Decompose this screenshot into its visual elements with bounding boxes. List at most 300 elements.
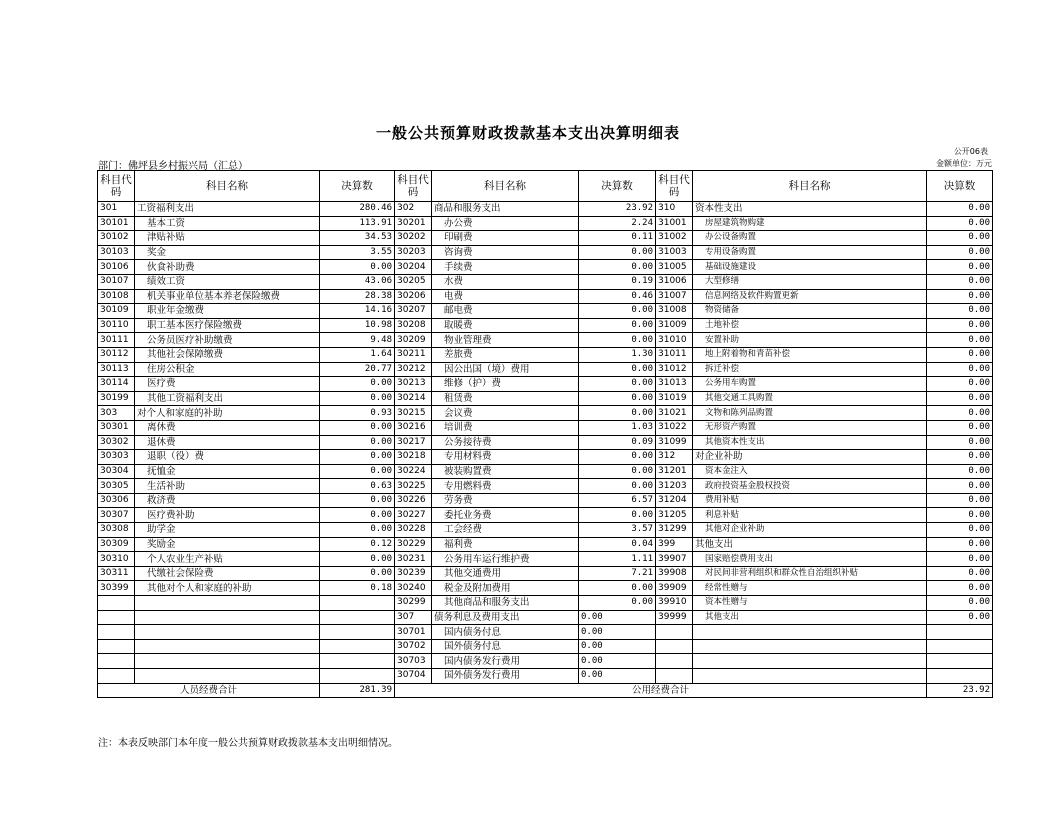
header-amount: 决算数 (579, 171, 656, 202)
subject-code: 30306 (98, 493, 135, 508)
subject-name: 其他交通费用 (432, 566, 579, 581)
amount-value: 0.00 (927, 420, 993, 435)
amount-value: 20.77 (320, 362, 395, 377)
subject-name: 安置补助 (693, 333, 927, 348)
subject-code: 30228 (395, 523, 432, 538)
amount-value: 0.00 (927, 304, 993, 319)
subject-code: 30215 (395, 406, 432, 421)
subject-name: 大型修缮 (693, 274, 927, 289)
subject-name: 退休费 (135, 435, 320, 450)
subject-name: 职业年金缴费 (135, 304, 320, 319)
subject-name: 国家赔偿费用支出 (693, 552, 927, 567)
amount-value (320, 610, 395, 625)
subject-name: 物业管理费 (432, 333, 579, 348)
subject-name: 医疗费补助 (135, 508, 320, 523)
subject-code: 31299 (656, 523, 693, 538)
subject-name: 国外债务发行费用 (432, 669, 579, 684)
subject-code: 31005 (656, 260, 693, 275)
subject-name: 培训费 (432, 420, 579, 435)
subject-name: 专用燃料费 (432, 479, 579, 494)
subject-code: 31204 (656, 493, 693, 508)
subject-code: 310 (656, 202, 693, 217)
subject-name: 劳务费 (432, 493, 579, 508)
amount-value: 0.00 (320, 523, 395, 538)
subject-name: 因公出国（境）费用 (432, 362, 579, 377)
subject-name: 基本工资 (135, 216, 320, 231)
subject-code: 30701 (395, 625, 432, 640)
subject-name (135, 610, 320, 625)
amount-value: 0.00 (320, 420, 395, 435)
subject-name: 生活补助 (135, 479, 320, 494)
subject-code: 39910 (656, 596, 693, 611)
subject-code: 30704 (395, 669, 432, 684)
subject-code: 312 (656, 450, 693, 465)
subject-name: 个人农业生产补贴 (135, 552, 320, 567)
subject-code: 30101 (98, 216, 135, 231)
subject-code: 31019 (656, 391, 693, 406)
amount-value: 0.00 (579, 362, 656, 377)
subject-code: 30218 (395, 450, 432, 465)
amount-value (320, 639, 395, 654)
public-total-value: 23.92 (927, 683, 993, 698)
subject-code: 30301 (98, 420, 135, 435)
amount-value: 0.00 (927, 450, 993, 465)
amount-value (927, 625, 993, 640)
subject-code: 30113 (98, 362, 135, 377)
subject-code (98, 654, 135, 669)
amount-value: 0.00 (579, 391, 656, 406)
subject-code: 30201 (395, 216, 432, 231)
subject-name: 租赁费 (432, 391, 579, 406)
amount-value: 0.00 (320, 493, 395, 508)
subject-name: 机关事业单位基本养老保险缴费 (135, 289, 320, 304)
table-row (98, 289, 993, 304)
page-title: 一般公共预算财政拨款基本支出决算明细表 (375, 124, 680, 142)
subject-name: 奖励金 (135, 537, 320, 552)
amount-value: 0.00 (927, 377, 993, 392)
subject-code: 39999 (656, 610, 693, 625)
subject-name: 其他社会保障缴费 (135, 347, 320, 362)
subject-name: 住房公积金 (135, 362, 320, 377)
subject-code: 31007 (656, 289, 693, 304)
table-row (98, 420, 993, 435)
table-row (98, 464, 993, 479)
subject-name: 维修（护）费 (432, 377, 579, 392)
amount-value: 34.53 (320, 231, 395, 246)
subject-name: 拆迁补偿 (693, 362, 927, 377)
table-row (98, 450, 993, 465)
subject-code: 30703 (395, 654, 432, 669)
amount-value: 0.00 (927, 581, 993, 596)
subject-code: 30102 (98, 231, 135, 246)
amount-value: 0.00 (579, 625, 656, 640)
subject-code: 30308 (98, 523, 135, 538)
table-row (98, 625, 993, 640)
subject-name: 办公费 (432, 216, 579, 231)
amount-value: 0.00 (320, 391, 395, 406)
footnote: 注：本表反映部门本年度一般公共预算财政拨款基本支出明细情况。 (98, 738, 398, 749)
amount-value: 0.19 (579, 274, 656, 289)
subject-code (98, 610, 135, 625)
subject-code: 30399 (98, 581, 135, 596)
amount-value: 0.11 (579, 231, 656, 246)
amount-value: 0.00 (927, 260, 993, 275)
subject-name: 工资福利支出 (135, 202, 320, 217)
subject-code: 30225 (395, 479, 432, 494)
amount-value: 0.00 (579, 669, 656, 684)
amount-value: 0.00 (927, 391, 993, 406)
amount-value: 0.63 (320, 479, 395, 494)
amount-value: 0.00 (320, 508, 395, 523)
subject-name: 水费 (432, 274, 579, 289)
subject-name: 咨询费 (432, 245, 579, 260)
subject-code: 30309 (98, 537, 135, 552)
amount-value: 0.00 (927, 523, 993, 538)
amount-value: 1.03 (579, 420, 656, 435)
subject-name: 手续费 (432, 260, 579, 275)
subject-code: 30310 (98, 552, 135, 567)
subject-name (693, 625, 927, 640)
table-row (98, 245, 993, 260)
amount-value: 0.46 (579, 289, 656, 304)
subject-name: 电费 (432, 289, 579, 304)
table-row (98, 304, 993, 319)
amount-value: 0.00 (927, 231, 993, 246)
subject-name: 对个人和家庭的补助 (135, 406, 320, 421)
subject-code: 31008 (656, 304, 693, 319)
subject-code: 30203 (395, 245, 432, 260)
amount-value: 1.64 (320, 347, 395, 362)
subject-code: 30107 (98, 274, 135, 289)
amount-value: 0.00 (927, 552, 993, 567)
header-name: 科目名称 (693, 171, 927, 202)
amount-value: 0.00 (579, 654, 656, 669)
subject-name: 对民间非营利组织和群众性自治组织补贴 (693, 566, 927, 581)
subject-code: 31001 (656, 216, 693, 231)
subject-code: 30106 (98, 260, 135, 275)
subject-code: 303 (98, 406, 135, 421)
subject-name (135, 625, 320, 640)
subject-code: 30303 (98, 450, 135, 465)
personnel-total-label: 人员经费合计 (98, 683, 320, 698)
subject-name: 国内债务付息 (432, 625, 579, 640)
subject-name: 会议费 (432, 406, 579, 421)
expenditure-table (97, 170, 993, 698)
subject-name: 物资储备 (693, 304, 927, 319)
subject-name: 离休费 (135, 420, 320, 435)
subject-code: 30299 (395, 596, 432, 611)
subject-name: 债务利息及费用支出 (432, 610, 579, 625)
table-row (98, 377, 993, 392)
subject-code: 301 (98, 202, 135, 217)
amount-value: 0.00 (927, 479, 993, 494)
table-row (98, 274, 993, 289)
subject-name: 其他资本性支出 (693, 435, 927, 450)
subject-name: 文物和陈列品购置 (693, 406, 927, 421)
subject-code: 31022 (656, 420, 693, 435)
amount-value: 0.00 (579, 304, 656, 319)
subject-name (693, 639, 927, 654)
table-row (98, 216, 993, 231)
amount-value: 0.00 (927, 406, 993, 421)
subject-code: 30108 (98, 289, 135, 304)
amount-value: 0.00 (579, 610, 656, 625)
amount-value: 0.00 (579, 333, 656, 348)
subject-name: 地上附着物和青苗补偿 (693, 347, 927, 362)
subject-code: 30111 (98, 333, 135, 348)
table-row (98, 260, 993, 275)
amount-value: 0.00 (927, 537, 993, 552)
subject-code: 39907 (656, 552, 693, 567)
amount-value: 0.00 (927, 493, 993, 508)
amount-value: 0.00 (927, 435, 993, 450)
header-code: 科目代码 (656, 171, 693, 202)
subject-code: 30199 (98, 391, 135, 406)
table-row (98, 391, 993, 406)
table-row (98, 523, 993, 538)
subject-name: 抚恤金 (135, 464, 320, 479)
subject-code (98, 596, 135, 611)
unit-label: 金额单位：万元 (936, 159, 992, 168)
subject-name: 津贴补贴 (135, 231, 320, 246)
subject-code: 39908 (656, 566, 693, 581)
amount-value: 0.00 (927, 289, 993, 304)
subject-name: 商品和服务支出 (432, 202, 579, 217)
table-row (98, 333, 993, 348)
subject-code: 30214 (395, 391, 432, 406)
amount-value: 0.12 (320, 537, 395, 552)
subject-name: 其他对企业补助 (693, 523, 927, 538)
subject-code: 30209 (395, 333, 432, 348)
subject-code: 30202 (395, 231, 432, 246)
subject-name: 办公设备购置 (693, 231, 927, 246)
amount-value: 0.00 (579, 596, 656, 611)
subject-code: 30304 (98, 464, 135, 479)
amount-value: 0.00 (927, 508, 993, 523)
subject-name: 利息补贴 (693, 508, 927, 523)
subject-name (135, 669, 320, 684)
amount-value: 0.00 (579, 245, 656, 260)
subject-name: 专用设备购置 (693, 245, 927, 260)
department-label: 部门：佛坪县乡村振兴局（汇总） (98, 161, 248, 172)
subject-code: 399 (656, 537, 693, 552)
subject-code: 31021 (656, 406, 693, 421)
table-row (98, 406, 993, 421)
subject-name: 公务员医疗补助缴费 (135, 333, 320, 348)
subject-name: 委托业务费 (432, 508, 579, 523)
amount-value: 0.93 (320, 406, 395, 421)
subject-name: 奖金 (135, 245, 320, 260)
amount-value: 0.00 (927, 610, 993, 625)
amount-value: 0.00 (927, 274, 993, 289)
amount-value: 0.00 (579, 464, 656, 479)
subject-code: 31012 (656, 362, 693, 377)
amount-value: 10.98 (320, 318, 395, 333)
subject-code: 30239 (395, 566, 432, 581)
subject-code: 30226 (395, 493, 432, 508)
table-row (98, 362, 993, 377)
subject-code: 30208 (395, 318, 432, 333)
table-row (98, 552, 993, 567)
subject-code: 31099 (656, 435, 693, 450)
table-row (98, 347, 993, 362)
subject-name: 国外债务付息 (432, 639, 579, 654)
subject-code: 30305 (98, 479, 135, 494)
subject-name: 专用材料费 (432, 450, 579, 465)
subject-name: 其他对个人和家庭的补助 (135, 581, 320, 596)
amount-value: 3.57 (579, 523, 656, 538)
amount-value: 2.24 (579, 216, 656, 231)
subject-code: 302 (395, 202, 432, 217)
subject-code (656, 654, 693, 669)
table-row (98, 669, 993, 684)
subject-code: 31205 (656, 508, 693, 523)
subject-code: 30240 (395, 581, 432, 596)
amount-value: 0.04 (579, 537, 656, 552)
subject-code: 30212 (395, 362, 432, 377)
amount-value: 113.91 (320, 216, 395, 231)
subject-name (135, 596, 320, 611)
subject-code: 30213 (395, 377, 432, 392)
amount-value: 0.00 (320, 552, 395, 567)
subject-code: 31009 (656, 318, 693, 333)
subject-name: 其他交通工具购置 (693, 391, 927, 406)
subject-code: 31010 (656, 333, 693, 348)
subject-code: 30217 (395, 435, 432, 450)
subject-name: 差旅费 (432, 347, 579, 362)
table-row (98, 566, 993, 581)
subject-name: 土地补偿 (693, 318, 927, 333)
subject-name: 邮电费 (432, 304, 579, 319)
subject-name: 伙食补助费 (135, 260, 320, 275)
subject-code (98, 669, 135, 684)
subject-code: 31013 (656, 377, 693, 392)
amount-value: 28.38 (320, 289, 395, 304)
subject-name (135, 654, 320, 669)
subject-name: 公务用车购置 (693, 377, 927, 392)
amount-value: 3.55 (320, 245, 395, 260)
subject-code: 30110 (98, 318, 135, 333)
form-number: 公开06表 (953, 147, 988, 156)
subject-code (98, 625, 135, 640)
amount-value: 43.06 (320, 274, 395, 289)
subject-name: 税金及附加费用 (432, 581, 579, 596)
table-row (98, 537, 993, 552)
table-row (98, 202, 993, 217)
subject-name: 绩效工资 (135, 274, 320, 289)
subject-name: 助学金 (135, 523, 320, 538)
table-row (98, 318, 993, 333)
subject-code: 31201 (656, 464, 693, 479)
amount-value (320, 669, 395, 684)
subject-code: 31203 (656, 479, 693, 494)
subject-name: 被装购置费 (432, 464, 579, 479)
amount-value: 0.00 (927, 333, 993, 348)
subject-name: 公务接待费 (432, 435, 579, 450)
amount-value: 0.00 (579, 639, 656, 654)
subject-code (656, 639, 693, 654)
subject-name (693, 669, 927, 684)
table-row (98, 610, 993, 625)
table-row (98, 479, 993, 494)
table-row (98, 493, 993, 508)
subject-name: 公务用车运行维护费 (432, 552, 579, 567)
subject-name: 印刷费 (432, 231, 579, 246)
subject-name: 取暖费 (432, 318, 579, 333)
amount-value: 0.00 (320, 260, 395, 275)
table-row (98, 231, 993, 246)
table-row (98, 435, 993, 450)
subject-name (135, 639, 320, 654)
amount-value (927, 669, 993, 684)
subject-code (98, 639, 135, 654)
public-total-label: 公用经费合计 (395, 683, 927, 698)
amount-value: 7.21 (579, 566, 656, 581)
amount-value (320, 625, 395, 640)
table-row (98, 508, 993, 523)
subject-name: 房屋建筑物购建 (693, 216, 927, 231)
amount-value: 0.00 (579, 508, 656, 523)
amount-value (927, 639, 993, 654)
subject-code: 30205 (395, 274, 432, 289)
subject-name (693, 654, 927, 669)
amount-value: 0.00 (927, 596, 993, 611)
subject-name: 基础设施建设 (693, 260, 927, 275)
subject-code: 30224 (395, 464, 432, 479)
subject-code: 307 (395, 610, 432, 625)
table-row (98, 596, 993, 611)
subject-name: 工会经费 (432, 523, 579, 538)
amount-value: 280.46 (320, 202, 395, 217)
subject-name: 经常性赠与 (693, 581, 927, 596)
amount-value: 1.11 (579, 552, 656, 567)
subject-name: 无形资产购置 (693, 420, 927, 435)
subject-name: 信息网络及软件购置更新 (693, 289, 927, 304)
amount-value: 6.57 (579, 493, 656, 508)
amount-value: 0.00 (579, 406, 656, 421)
amount-value: 0.00 (927, 202, 993, 217)
amount-value: 0.00 (927, 216, 993, 231)
subject-code: 30204 (395, 260, 432, 275)
personnel-total-value: 281.39 (320, 683, 395, 698)
subject-code: 31003 (656, 245, 693, 260)
subject-name: 政府投资基金股权投资 (693, 479, 927, 494)
amount-value: 0.00 (579, 450, 656, 465)
subject-code: 30114 (98, 377, 135, 392)
subject-code: 30231 (395, 552, 432, 567)
amount-value: 0.00 (579, 260, 656, 275)
subject-code: 30227 (395, 508, 432, 523)
subject-code: 30206 (395, 289, 432, 304)
subject-name: 救济费 (135, 493, 320, 508)
amount-value: 0.00 (320, 377, 395, 392)
header-amount: 决算数 (927, 171, 993, 202)
subject-name: 医疗费 (135, 377, 320, 392)
table-row (98, 654, 993, 669)
amount-value: 23.92 (579, 202, 656, 217)
subject-name: 其他支出 (693, 610, 927, 625)
subject-code: 30112 (98, 347, 135, 362)
amount-value: 0.00 (927, 566, 993, 581)
amount-value (320, 654, 395, 669)
subject-code: 39909 (656, 581, 693, 596)
subject-name: 福利费 (432, 537, 579, 552)
subject-code: 31006 (656, 274, 693, 289)
subject-code: 30207 (395, 304, 432, 319)
amount-value: 0.00 (579, 581, 656, 596)
subject-name: 职工基本医疗保险缴费 (135, 318, 320, 333)
amount-value: 0.00 (927, 245, 993, 260)
